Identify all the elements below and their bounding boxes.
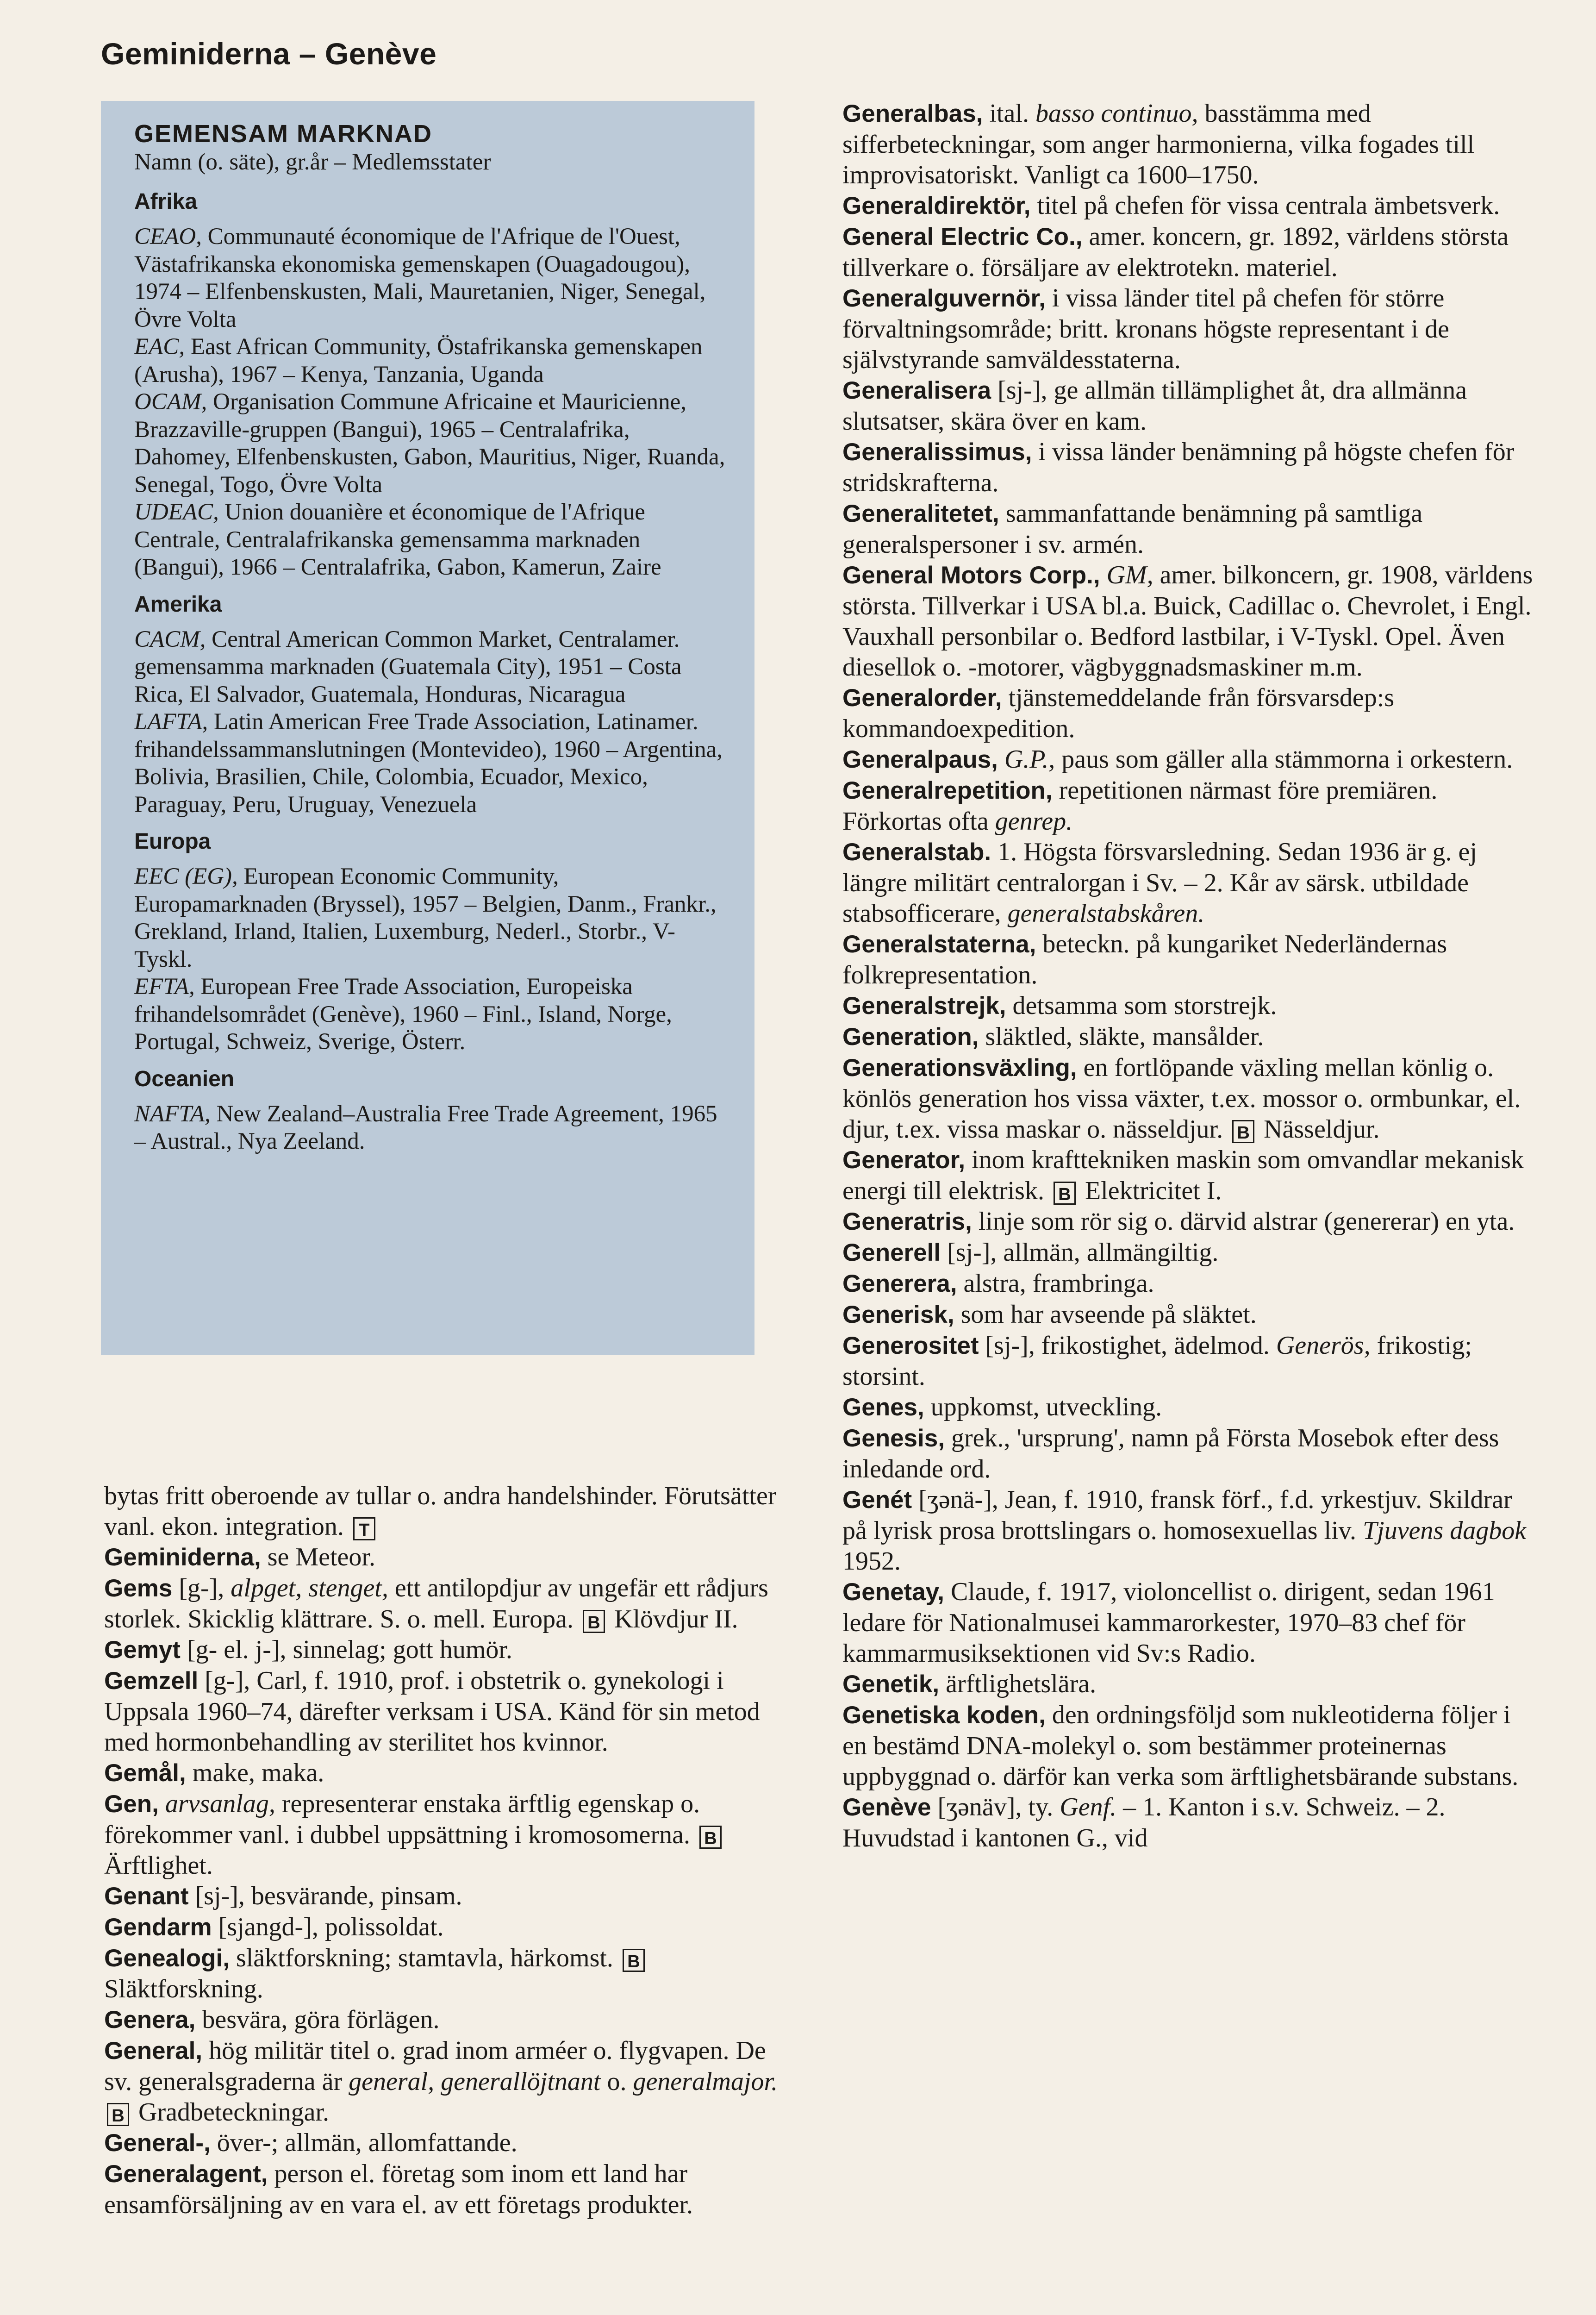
definition-text: Claude, f. 1917, violoncellist o. dirigent, sedan 1961 ledare för Nationalmusei kammarorkester, 1970–83 chef för kammarmusiksektionen vid Sv:s Radio.: [842, 1577, 1495, 1668]
definition-text: [g-],: [172, 1574, 231, 1602]
organization-entry: [134, 333, 727, 388]
dictionary-entry: [104, 1542, 782, 1573]
headword: Generisk,: [842, 1301, 954, 1328]
definition-text: en fortlöpande växling mellan könlig o. könlös generation hos vissa växter, t.ex. mossor o. ormbunkar, el. djur, t.ex. vissa maskar o. nässeldjur.: [842, 1053, 1521, 1144]
region: [134, 591, 727, 819]
definition-text: tjänstemeddelande från försvarsdep:s kommandoexpedition.: [842, 683, 1395, 743]
headword: Gen,: [104, 1790, 159, 1818]
definition-text: Klövdjur II.: [608, 1605, 738, 1633]
dictionary-entry: [842, 1423, 1537, 1484]
dictionary-entry: [104, 2035, 782, 2127]
definition-text: – 1. Kanton i s.v. Schweiz. – 2. Huvudstad i kantonen G., vid: [842, 1793, 1446, 1852]
dictionary-entry: [842, 1299, 1537, 1330]
definition-text: 1. Högsta försvarsledning. Sedan 1936 är g. ej längre militärt centralorgan i Sv. – 2. Kår av särsk. utbildade stabsofficerare,: [842, 838, 1477, 928]
headword: Genesis,: [842, 1425, 945, 1452]
box-subtitle: Namn (o. säte), gr.år – Medlemsstater: [134, 149, 491, 175]
organization-text: New Zealand–Australia Free Trade Agreement, 1965 – Austral., Nya Zeeland.: [134, 1101, 717, 1154]
italic-text: Generös,: [1276, 1331, 1371, 1360]
box-title: GEMENSAM MARKNAD: [134, 120, 432, 148]
definition-text: Ärftlighet.: [104, 1851, 213, 1880]
dictionary-entry: [104, 1634, 782, 1665]
headword: Genes,: [842, 1394, 924, 1421]
dictionary-entry: [842, 775, 1537, 837]
headword: Gendarm: [104, 1914, 212, 1941]
headword: Geminiderna,: [104, 1544, 261, 1571]
headword: Generalstab.: [842, 838, 991, 866]
reference-box-icon: B: [583, 1610, 605, 1633]
organization-text: Communauté économique de l'Afrique de l'Ouest, Västafrikanska ekonomiska gemenskapen (Ouagadougou), 1974 – Elfenbenskusten, Mali, Mauretanien, Niger, Senegal, Övre Volta: [134, 224, 706, 332]
reference-box-icon: B: [1232, 1120, 1254, 1143]
dictionary-entry: [842, 190, 1537, 221]
right-column: [842, 98, 1537, 1853]
region-title: Oceanien: [134, 1066, 235, 1091]
headword: Generositet: [842, 1332, 979, 1359]
headword: Generalbas,: [842, 100, 983, 127]
definition-text: basstämma med sifferbeteckningar, som anger harmonierna, vilka fogades till improvisatoriskt. Vanligt ca 1600–1750.: [842, 99, 1475, 189]
organization-entry: [134, 388, 727, 499]
headword: Generationsväxling,: [842, 1054, 1077, 1082]
italic-text: alpget, stenget,: [231, 1574, 388, 1602]
headword: Genét: [842, 1486, 912, 1514]
headword: Gems: [104, 1575, 173, 1602]
dictionary-entry: [842, 990, 1537, 1021]
definition-text: [159, 1789, 165, 1818]
headword: Gemzell: [104, 1667, 199, 1695]
dictionary-entry: [104, 1573, 782, 1634]
dictionary-entry: [842, 283, 1537, 375]
dictionary-entry: [842, 682, 1537, 744]
headword: Genève: [842, 1794, 931, 1821]
definition-text: representerar enstaka ärftlig egenskap o. förekommer vanl. i dubbel uppsättning i kromosomerna.: [104, 1789, 700, 1849]
headword: Generalorder,: [842, 684, 1002, 712]
headword: Generalissimus,: [842, 438, 1032, 466]
dictionary-entry: [842, 375, 1537, 437]
definition-text: ital.: [983, 99, 1035, 128]
definition-text: make, maka.: [186, 1758, 324, 1787]
definition-text: över-; allmän, allomfattande.: [210, 2128, 517, 2157]
reference-box-icon: B: [107, 2103, 129, 2126]
gemensam-marknad-box: [101, 101, 754, 1355]
reference-box-icon: B: [1054, 1182, 1076, 1205]
headword: Genant: [104, 1883, 189, 1910]
dictionary-entry: [842, 1052, 1537, 1145]
region-title: Afrika: [134, 189, 198, 214]
headword: Genealogi,: [104, 1945, 230, 1972]
definition-text: alstra, frambringa.: [957, 1269, 1154, 1298]
headword: Generera,: [842, 1270, 957, 1297]
italic-text: GM,: [1106, 561, 1153, 589]
headword: Genera,: [104, 2006, 196, 2033]
definition-text: ett antilopdjur av ungefär ett rådjurs storlek. Skicklig klättrare. S. o. mell. Europa.: [104, 1574, 768, 1633]
definition-text: [sj-], allmän, allmängiltig.: [941, 1238, 1219, 1267]
definition-text: amer. koncern, gr. 1892, världens största tillverkare o. försäljare av elektrotekn. materiel.: [842, 222, 1509, 282]
dictionary-entry: [842, 1237, 1537, 1268]
organization-entry: [134, 626, 727, 709]
definition-text: paus som gäller alla stämmorna i orkestern.: [1055, 745, 1513, 774]
region-title: Amerika: [134, 592, 222, 617]
dictionary-entry: [842, 929, 1537, 990]
dictionary-entry: [842, 98, 1537, 190]
italic-text: generalstabskåren.: [1007, 899, 1205, 928]
definition-text: Elektricitet I.: [1078, 1176, 1222, 1205]
definition-text: [sj-], ge allmän tillämplighet åt, dra allmänna slutsatser, skära över en kam.: [842, 376, 1467, 436]
dictionary-entry: [842, 1484, 1537, 1577]
headword: General,: [104, 2037, 203, 2065]
definition-text: amer. bilkoncern, gr. 1908, världens största. Tillverkar i USA bl.a. Buick, Cadillac o. Chevrolet, i Engl. Vauxhall personbilar o. Bedford lastbilar, i V-Tyskl. Opel. Även diesellok o. -motorer, vägbyggnadsmaskiner m.m.: [842, 561, 1533, 682]
headword: Generatris,: [842, 1208, 972, 1235]
region: [134, 828, 727, 1056]
definition-text: släktforskning; stamtavla, härkomst.: [229, 1944, 620, 1972]
definition-text: sammanfattande benämning på samtliga generalspersoner i sv. armén.: [842, 499, 1423, 559]
definition-text: den ordningsföljd som nukleotiderna följer i en bestämd DNA-molekyl o. som bestämmer proteinernas uppbyggnad o. därför kan verka som ärftlighetsbärande substans.: [842, 1701, 1519, 1791]
headword: Generalisera: [842, 377, 991, 404]
headword: Generalrepetition,: [842, 777, 1053, 804]
italic-text: Tjuvens dagbok: [1363, 1516, 1527, 1545]
definition-text: besvära, göra förlägen.: [195, 2005, 440, 2034]
headword: Generalstrejk,: [842, 992, 1006, 1020]
dictionary-entry: [842, 1700, 1537, 1792]
definition-text: [sjangd-], polissoldat.: [212, 1913, 444, 1941]
organization-abbreviation: EAC,: [134, 334, 185, 360]
definition-text: [998, 745, 1004, 774]
headword: General Motors Corp.,: [842, 562, 1100, 589]
organization-text: European Free Trade Association, Europeiska frihandelsområdet (Genève), 1960 – Finl., Island, Norge, Portugal, Schweiz, Sverige, Österr.: [134, 974, 672, 1055]
definition-text: bytas fritt oberoende av tullar o. andra handelshinder. Förutsätter vanl. ekon. integration.: [104, 1482, 777, 1541]
dictionary-entry: [842, 837, 1537, 929]
headword: Generalstaterna,: [842, 931, 1036, 958]
dictionary-entry: [104, 1481, 782, 1542]
headword: Generation,: [842, 1023, 979, 1051]
definition-text: [1100, 561, 1107, 589]
headword: Generalagent,: [104, 2160, 268, 2188]
definition-text: [g-], Carl, f. 1910, prof. i obstetrik o. gynekologi i Uppsala 1960–74, därefter verksam i USA. Känd för sin metod med hormonbehandling av sterilitet hos kvinnor.: [104, 1666, 760, 1757]
italic-text: generalmajor.: [633, 2067, 778, 2096]
definition-text: person el. företag som inom ett land har ensamförsäljning av en vara el. av ett företags produkter.: [104, 2159, 693, 2219]
definition-text: repetitionen närmast före premiären. Förkortas ofta: [842, 776, 1438, 836]
dictionary-entry: [842, 498, 1537, 560]
organization-entry: [134, 499, 727, 582]
definition-text: Nässeldjur.: [1257, 1115, 1380, 1144]
definition-text: [ʒənäv], ty.: [931, 1793, 1060, 1821]
headword: General Electric Co.,: [842, 223, 1083, 250]
organization-entry: [134, 863, 727, 973]
definition-text: o.: [600, 2067, 633, 2096]
organization-abbreviation: NAFTA,: [134, 1101, 211, 1127]
organization-text: European Economic Community, Europamarknaden (Bryssel), 1957 – Belgien, Danm., Frankr., Grekland, Irland, Italien, Luxemburg, Nederl., Storbr., V-Tyskl.: [134, 863, 717, 972]
organization-text: Organisation Commune Africaine et Mauricienne, Brazzaville-gruppen (Bangui), 1965 – Centralafrika, Dahomey, Elfenbenskusten, Gabon, Mauritius, Niger, Ruanda, Senegal, Togo, Övre Volta: [134, 389, 725, 498]
dictionary-entry: [842, 1268, 1537, 1299]
organization-entry: [134, 223, 727, 333]
dictionary-entry: [842, 221, 1537, 283]
headword: Generalitetet,: [842, 500, 999, 527]
organization-abbreviation: EFTA,: [134, 974, 195, 1000]
dictionary-entry: [842, 560, 1537, 682]
page-header: Geminiderna – Genève: [101, 37, 437, 71]
organization-abbreviation: UDEAC,: [134, 499, 219, 525]
dictionary-entry: [842, 1577, 1537, 1669]
headword: Genetik,: [842, 1671, 940, 1698]
dictionary-entry: [104, 1758, 782, 1789]
box-regions: [134, 188, 727, 1156]
definition-text: titel på chefen för vissa centrala ämbetsverk.: [1030, 191, 1500, 220]
definition-text: [ʒənä-], Jean, f. 1910, fransk förf., f.d. yrkestjuv. Skildrar på lyrisk prosa brottslingars o. homosexuellas liv.: [842, 1485, 1512, 1545]
organization-abbreviation: EEC (EG),: [134, 863, 238, 889]
italic-text: general, generallöjtnant: [349, 2067, 601, 2096]
definition-text: detsamma som storstrejk.: [1006, 991, 1277, 1020]
definition-text: Gradbeteckningar.: [132, 2098, 330, 2127]
definition-text: släktled, släkte, mansålder.: [979, 1022, 1264, 1051]
headword: Generell: [842, 1239, 941, 1266]
italic-text: Genf.: [1060, 1793, 1117, 1821]
headword: General-,: [104, 2129, 211, 2157]
organization-abbreviation: OCAM,: [134, 389, 207, 415]
dictionary-entry: [842, 1145, 1537, 1206]
dictionary-entry: [842, 1392, 1537, 1423]
organization-text: East African Community, Östafrikanska gemenskapen (Arusha), 1967 – Kenya, Tanzania, Uganda: [134, 334, 703, 388]
dictionary-entry: [842, 1792, 1537, 1853]
dictionary-entry: [842, 1206, 1537, 1237]
dictionary-entry: [104, 1943, 782, 2004]
left-column: [104, 1481, 782, 2220]
definition-text: [sj-], besvärande, pinsam.: [188, 1882, 462, 1910]
region: [134, 188, 727, 582]
headword: Generalguvernör,: [842, 285, 1046, 312]
dictionary-entry: [842, 744, 1537, 775]
headword: Generator,: [842, 1146, 966, 1174]
dictionary-entry: [104, 1881, 782, 1912]
definition-text: [g- el. j-], sinnelag; gott humör.: [180, 1635, 512, 1664]
definition-text: Släktforskning.: [104, 1975, 263, 2003]
organization-abbreviation: CACM,: [134, 626, 206, 652]
dictionary-entry: [104, 1789, 782, 1881]
dictionary-entry: [104, 1912, 782, 1943]
dictionary-entry: [104, 2127, 782, 2159]
reference-box-icon: B: [699, 1826, 722, 1849]
italic-text: arvsanlag,: [165, 1789, 275, 1818]
dictionary-entry: [842, 1021, 1537, 1052]
dictionary-entry: [842, 1669, 1537, 1700]
dictionary-entry: [104, 1665, 782, 1758]
dictionary-entry: [842, 437, 1537, 498]
definition-text: se Meteor.: [261, 1543, 375, 1571]
headword: Genetiska koden,: [842, 1702, 1046, 1729]
italic-text: genrep.: [995, 807, 1073, 836]
definition-text: frikostig; storsint.: [842, 1331, 1472, 1391]
definition-text: som har avseende på släktet.: [954, 1300, 1257, 1329]
definition-text: i vissa länder benämning på högste chefen för stridskrafterna.: [842, 438, 1515, 497]
organization-abbreviation: LAFTA,: [134, 709, 208, 735]
organization-entry: [134, 708, 727, 819]
region-title: Europa: [134, 829, 211, 854]
definition-text: i vissa länder titel på chefen för större förvaltningsområde; britt. kronans högste representant i de självstyrande samväldesstaterna.: [842, 284, 1449, 374]
definition-text: beteckn. på kungariket Nederländernas folkrepresentation.: [842, 930, 1447, 989]
region: [134, 1065, 727, 1156]
headword: Gemål,: [104, 1759, 186, 1787]
italic-text: G.P.,: [1004, 745, 1055, 774]
headword: Generaldirektör,: [842, 192, 1031, 219]
definition-text: [sj-], frikostighet, ädelmod.: [979, 1331, 1276, 1360]
headword: Generalpaus,: [842, 746, 998, 773]
organization-text: Latin American Free Trade Association, Latinamer. frihandelssammanslutningen (Montevideo), 1960 – Argentina, Bolivia, Brasilien, Chile, Colombia, Ecuador, Mexico, Paraguay, Peru, Uruguay, Venezuela: [134, 709, 723, 818]
reference-box-icon: B: [623, 1949, 645, 1972]
dictionary-entry: [842, 1330, 1537, 1392]
definition-text: hög militär titel o. grad inom arméer o. flygvapen. De sv. generalsgraderna är: [104, 2036, 766, 2096]
organization-abbreviation: CEAO,: [134, 224, 202, 250]
definition-text: uppkomst, utveckling.: [924, 1393, 1162, 1421]
reference-box-icon: T: [353, 1517, 375, 1540]
definition-text: linje som rör sig o. därvid alstrar (genererar) en yta.: [972, 1207, 1515, 1236]
dictionary-entry: [104, 2004, 782, 2035]
headword: Gemyt: [104, 1636, 181, 1664]
organization-text: Union douanière et économique de l'Afrique Centrale, Centralafrikanska gemensamma marknaden (Bangui), 1966 – Centralafrika, Gabon, Kamerun, Zaire: [134, 499, 661, 580]
definition-text: 1952.: [842, 1547, 901, 1576]
dictionary-entry: [104, 2159, 782, 2220]
definition-text: ärftlighetslära.: [939, 1670, 1097, 1698]
organization-text: Central American Common Market, Centralamer. gemensamma marknaden (Guatemala City), 1951 – Costa Rica, El Salvador, Guatemala, Honduras, Nicaragua: [134, 626, 682, 707]
organization-entry: [134, 1101, 727, 1156]
headword: Genetay,: [842, 1578, 944, 1606]
definition-text: inom krafttekniken maskin som omvandlar mekanisk energi till elektrisk.: [842, 1145, 1524, 1205]
organization-entry: [134, 973, 727, 1056]
italic-text: basso continuo,: [1035, 99, 1198, 128]
definition-text: grek., 'ursprung', namn på Första Mosebok efter dess inledande ord.: [842, 1424, 1499, 1483]
